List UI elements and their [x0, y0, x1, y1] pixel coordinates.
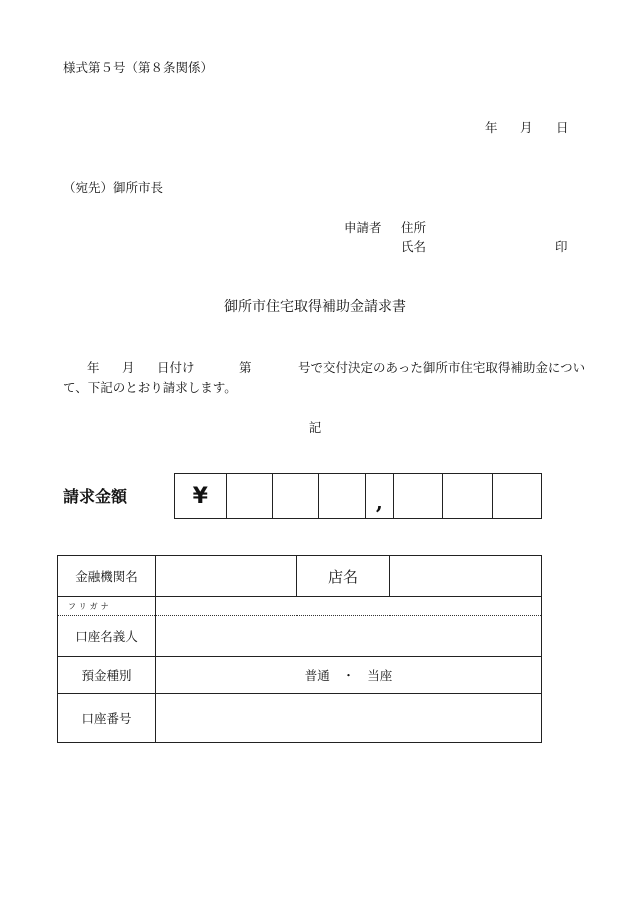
institution-label: 金融機関名 — [58, 556, 156, 597]
deposit-type-options[interactable]: 普通 ・ 当座 — [156, 657, 542, 694]
applicant-label: 申請者 — [344, 220, 382, 235]
bank-account-table — [57, 555, 542, 743]
date-month: 月 — [520, 120, 533, 135]
seal-mark: 印 — [555, 239, 568, 254]
date-year: 年 — [485, 120, 498, 135]
form-number: 様式第５号（第８条関係） — [63, 60, 214, 75]
name-label: 氏名 — [401, 239, 427, 254]
date-day: 日 — [556, 120, 569, 135]
digit-cell[interactable] — [393, 474, 442, 519]
document-title: 御所市住宅取得補助金請求書 — [224, 299, 406, 315]
digit-cell[interactable] — [273, 474, 319, 519]
furigana-label: フリガナ — [58, 597, 156, 616]
body-month: 月 — [122, 360, 135, 375]
amount-label: 請求金額 — [63, 487, 128, 506]
account-number-label: 口座番号 — [58, 694, 156, 743]
body-number-prefix: 第 — [239, 360, 252, 375]
note-mark: 記 — [308, 420, 322, 435]
furigana-field[interactable] — [156, 597, 542, 616]
separator-cell: , — [365, 474, 393, 519]
body-year: 年 — [87, 360, 100, 375]
deposit-type-label: 預金種別 — [58, 657, 156, 694]
body-line1: 号で交付決定のあった御所市住宅取得補助金につい — [298, 360, 586, 375]
digit-cell[interactable] — [319, 474, 365, 519]
institution-field[interactable] — [156, 556, 297, 597]
holder-label: 口座名義人 — [58, 616, 156, 657]
currency-cell: ¥ — [175, 474, 227, 519]
digit-cell[interactable] — [443, 474, 492, 519]
addressee: （宛先）御所市長 — [63, 180, 164, 195]
digit-cell[interactable] — [492, 474, 541, 519]
body-dated: 日付け — [157, 360, 195, 375]
amount-boxes — [174, 473, 542, 519]
holder-field[interactable] — [156, 616, 542, 657]
body-line2: て、下記のとおり請求します。 — [63, 380, 237, 395]
branch-field[interactable] — [390, 556, 542, 597]
branch-label: 店名 — [297, 556, 390, 597]
digit-cell[interactable] — [226, 474, 272, 519]
address-label: 住所 — [401, 220, 427, 235]
account-number-field[interactable] — [156, 694, 542, 743]
